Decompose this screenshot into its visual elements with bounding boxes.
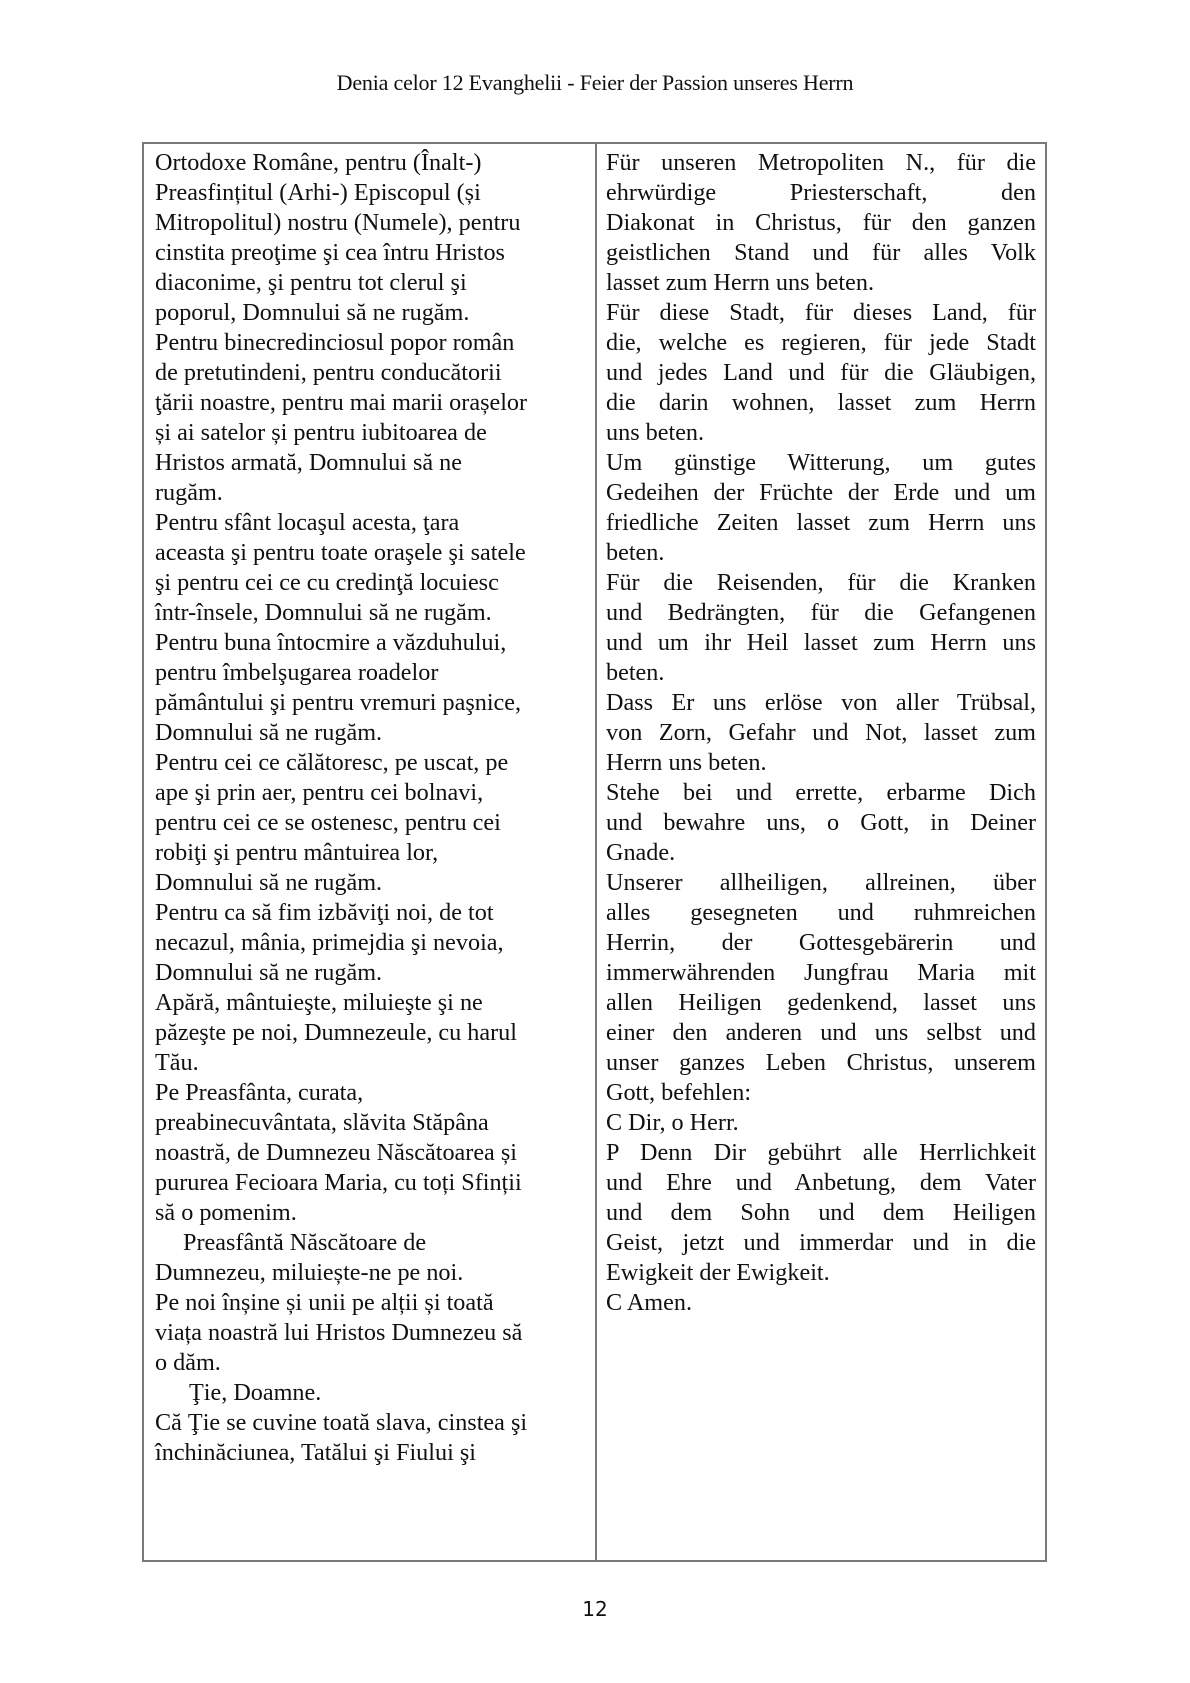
text-line: Für die Reisenden, für die Kranken [606, 569, 1036, 596]
text-line: von Zorn, Gefahr und Not, lasset zum [606, 719, 1036, 746]
response-line: Ţie, Doamne. [189, 1379, 322, 1406]
response-line: Preasfântă Născătoare de [183, 1229, 427, 1256]
text-line: Apără, mântuieşte, miluieşte şi ne [155, 989, 483, 1016]
text-line: Domnului să ne rugăm. [155, 959, 383, 986]
text-line: geistlichen Stand und für alles Volk [606, 239, 1036, 266]
text-line: Um günstige Witterung, um gutes [606, 449, 1036, 476]
text-line: Tău. [155, 1049, 199, 1076]
text-line: Domnului să ne rugăm. [155, 869, 383, 896]
text-line: Pe Preasfânta, curata, [155, 1079, 364, 1106]
text-line: Gnade. [606, 839, 676, 866]
text-line: preabinecuvântata, slăvita Stăpâna [155, 1109, 489, 1136]
text-line: Pentru sfânt locaşul acesta, ţara [155, 509, 460, 536]
text-line: Pentru ca să fim izbăviţi noi, de tot [155, 899, 494, 926]
text-line: ţării noastre, pentru mai marii orașelor [155, 389, 528, 416]
text-line: Für unseren Metropoliten N., für die [606, 149, 1036, 176]
response-line: C Amen. [606, 1289, 693, 1316]
text-line: Herrn uns beten. [606, 749, 767, 776]
text-line: beten. [606, 659, 665, 686]
text-line: allen Heiligen gedenkend, lasset uns [606, 989, 1036, 1016]
text-line: Stehe bei und errette, erbarme Dich [606, 779, 1036, 806]
text-line: şi pentru cei ce cu credinţă locuiesc [155, 569, 499, 596]
text-line: alles gesegneten und ruhmreichen [606, 899, 1036, 926]
text-line: de pretutindeni, pentru conducătorii [155, 359, 502, 386]
text-line: friedliche Zeiten lasset zum Herrn uns [606, 509, 1036, 536]
text-line: und um ihr Heil lasset zum Herrn uns [606, 629, 1036, 656]
text-line: pururea Fecioara Maria, cu toți Sfinții [155, 1169, 522, 1196]
text-line: immerwährenden Jungfrau Maria mit [606, 959, 1036, 986]
text-line: lasset zum Herrn uns beten. [606, 269, 874, 296]
text-line: diaconime, şi pentru tot clerul şi [155, 269, 467, 296]
text-line: închinăciunea, Tatălui şi Fiului şi [155, 1439, 476, 1466]
text-line: Pentru cei ce călătoresc, pe uscat, pe [155, 749, 509, 776]
text-line: viața noastră lui Hristos Dumnezeu să [155, 1319, 523, 1346]
text-line: und bewahre uns, o Gott, in Deiner [606, 809, 1036, 836]
text-line: necazul, mânia, primejdia şi nevoia, [155, 929, 504, 956]
text-line: und Bedrängten, für die Gefangenen [606, 599, 1036, 626]
text-line: Ewigkeit der Ewigkeit. [606, 1259, 830, 1286]
text-line: Für diese Stadt, für dieses Land, für [606, 299, 1036, 326]
text-line: și ai satelor și pentru iubitoarea de [155, 419, 487, 446]
german-column [597, 144, 1045, 1560]
text-line: und Ehre und Anbetung, dem Vater [606, 1169, 1036, 1196]
text-line: Pentru buna întocmire a văzduhului, [155, 629, 507, 656]
text-line: beten. [606, 539, 665, 566]
text-line: pământului şi pentru vremuri paşnice, [155, 689, 522, 716]
text-line: Ortodoxe Române, pentru (Înalt-) [155, 149, 482, 176]
bilingual-table [142, 142, 1047, 1562]
text-line: robiţi şi pentru mântuirea lor, [155, 839, 439, 866]
text-line: Gott, befehlen: [606, 1079, 752, 1106]
text-line: Dumnezeu, miluiește-ne pe noi. [155, 1259, 464, 1286]
text-line: Mitropolitul) nostru (Numele), pentru [155, 209, 521, 236]
text-line: die, welche es regieren, für jede Stadt [606, 329, 1036, 356]
text-line: einer den anderen und uns selbst und [606, 1019, 1036, 1046]
text-line: păzeşte pe noi, Dumnezeule, cu harul [155, 1019, 517, 1046]
text-line: să o pomenim. [155, 1199, 297, 1226]
text-line: aceasta şi pentru toate oraşele şi satele [155, 539, 526, 566]
text-line: Preasfințitul (Arhi-) Episcopul (și [155, 179, 481, 206]
text-line: Herrin, der Gottesgebärerin und [606, 929, 1036, 956]
text-line: într-însele, Domnului să ne rugăm. [155, 599, 492, 626]
response-line: C Dir, o Herr. [606, 1109, 739, 1136]
text-line: o dăm. [155, 1349, 221, 1376]
text-line: pentru îmbelşugarea roadelor [155, 659, 439, 686]
text-line: ape şi prin aer, pentru cei bolnavi, [155, 779, 484, 806]
text-line: noastră, de Dumnezeu Născătoarea și [155, 1139, 517, 1166]
text-line: Diakonat in Christus, für den ganzen [606, 209, 1036, 236]
text-line: und dem Sohn und dem Heiligen [606, 1199, 1036, 1226]
text-line: die darin wohnen, lasset zum Herrn [606, 389, 1036, 416]
text-line: Hristos armată, Domnului să ne [155, 449, 462, 476]
text-line: pentru cei ce se ostenesc, pentru cei [155, 809, 501, 836]
text-line: Dass Er uns erlöse von aller Trübsal, [606, 689, 1036, 716]
text-line: und jedes Land und für die Gläubigen, [606, 359, 1036, 386]
text-line: Geist, jetzt und immerdar und in die [606, 1229, 1036, 1256]
text-line: Gedeihen der Früchte der Erde und um [606, 479, 1036, 506]
text-line: Că Ţie se cuvine toată slava, cinstea şi [155, 1409, 528, 1436]
text-line: Pentru binecredinciosul popor român [155, 329, 515, 356]
text-line: uns beten. [606, 419, 705, 446]
text-line: poporul, Domnului să ne rugăm. [155, 299, 470, 326]
text-line: Domnului să ne rugăm. [155, 719, 383, 746]
romanian-column [144, 144, 597, 1560]
page-number: 12 [582, 1597, 608, 1621]
text-line: P Denn Dir gebührt alle Herrlichkeit [606, 1139, 1036, 1166]
text-line: unser ganzes Leben Christus, unserem [606, 1049, 1036, 1076]
text-line: ehrwürdige Priesterschaft, den [606, 179, 1036, 206]
text-line: rugăm. [155, 479, 223, 506]
text-line: Unserer allheiligen, allreinen, über [606, 869, 1036, 896]
text-line: cinstita preoţime şi cea întru Hristos [155, 239, 505, 266]
text-line: Pe noi înșine și unii pe alții și toată [155, 1289, 494, 1316]
running-header: Denia celor 12 Evanghelii - Feier der Passion unseres Herrn [336, 70, 854, 95]
